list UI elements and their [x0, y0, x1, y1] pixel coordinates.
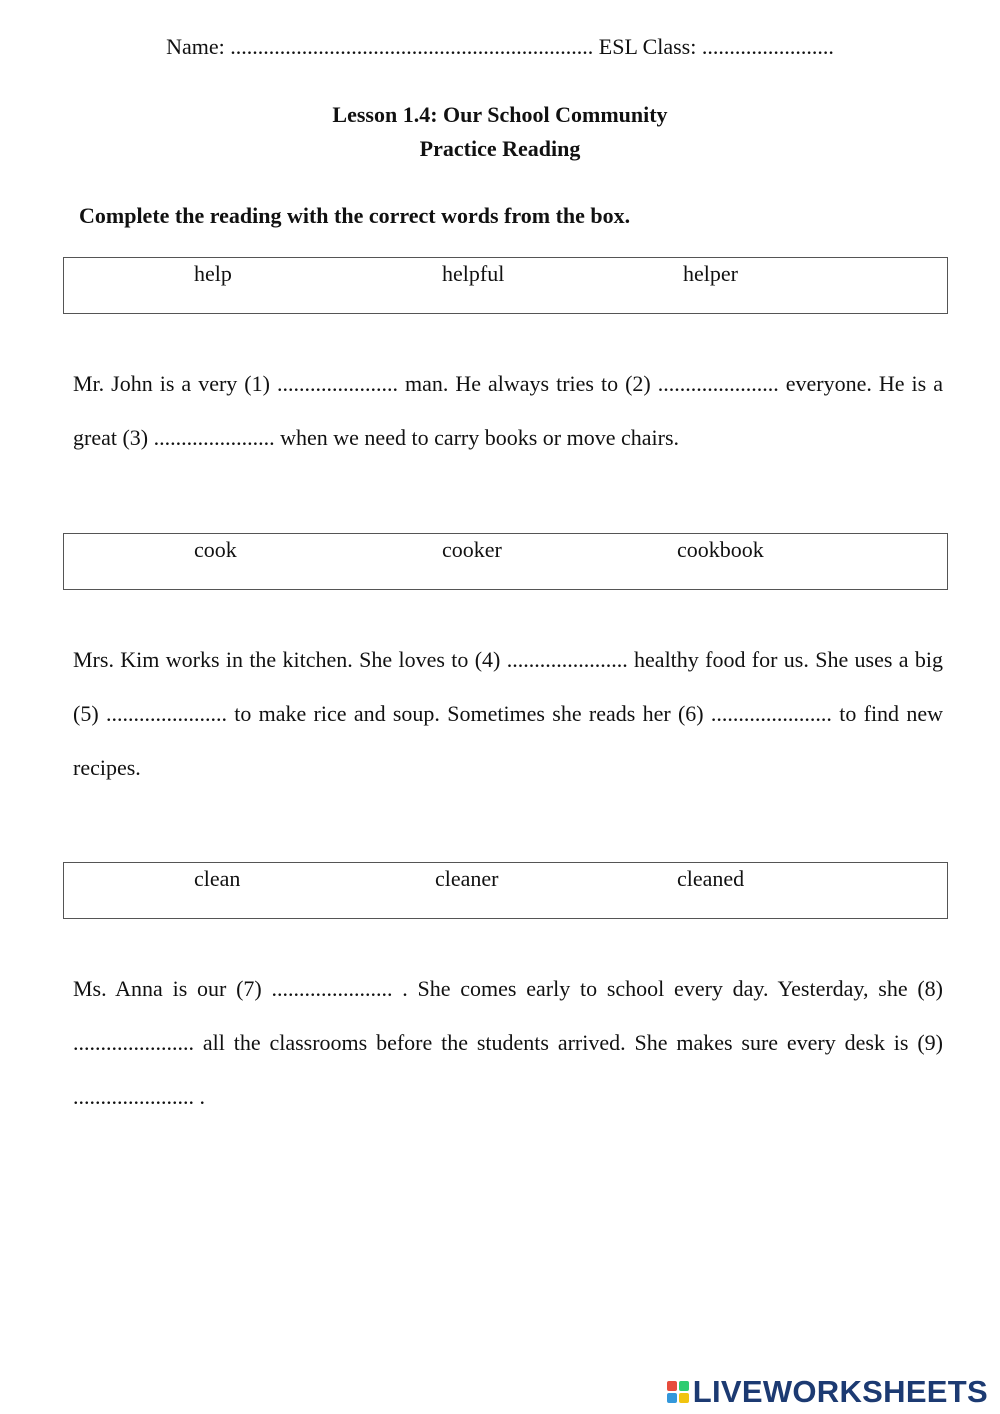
logo-square-yellow: [679, 1393, 689, 1403]
word-cleaner[interactable]: cleaner: [435, 866, 499, 891]
liveworksheets-logo: [667, 1374, 988, 1410]
word-help[interactable]: help: [194, 261, 232, 286]
liveworksheets-logo-icon: [667, 1381, 689, 1403]
instruction: Complete the reading with the correct words from the box.: [79, 203, 631, 228]
reading-paragraph-2: Mrs. Kim works in the kitchen. She loves to (4) ...................... healthy food for us. She uses a big (5) ...................... to make rice and soup. Sometimes she reads her (6) ...................... to find new recipes.: [73, 647, 943, 780]
word-cooker[interactable]: cooker: [442, 537, 502, 562]
logo-square-green: [679, 1381, 689, 1391]
word-cook[interactable]: cook: [194, 537, 237, 562]
logo-square-red: [667, 1381, 677, 1391]
reading-paragraph-1: Mr. John is a very (1) ...................... man. He always tries to (2) ...................... everyone. He is a great (3) ...................... when we need to carry books or move chairs.: [73, 371, 943, 450]
logo-square-blue: [667, 1393, 677, 1403]
word-box-1: [63, 257, 948, 314]
name-class-line: Name: .................................................................. ESL Class: ........................: [166, 34, 834, 59]
word-cleaned[interactable]: cleaned: [677, 866, 745, 891]
lesson-title: Lesson 1.4: Our School Community: [332, 102, 668, 127]
word-box-3: [63, 862, 948, 919]
liveworksheets-logo-text: LIVEWORKSHEETS: [692, 1374, 988, 1409]
word-clean[interactable]: clean: [194, 866, 241, 891]
word-box-2: [63, 533, 948, 590]
reading-paragraph-3: Ms. Anna is our (7) ...................... . She comes early to school every day. Yesterday, she (8) ...................... all the classrooms before the students arrived. She makes sure every desk is (9) ...................... .: [73, 976, 943, 1109]
word-helpful[interactable]: helpful: [442, 261, 505, 286]
word-cookbook[interactable]: cookbook: [677, 537, 764, 562]
word-helper[interactable]: helper: [683, 261, 738, 286]
lesson-subtitle: Practice Reading: [419, 136, 581, 161]
